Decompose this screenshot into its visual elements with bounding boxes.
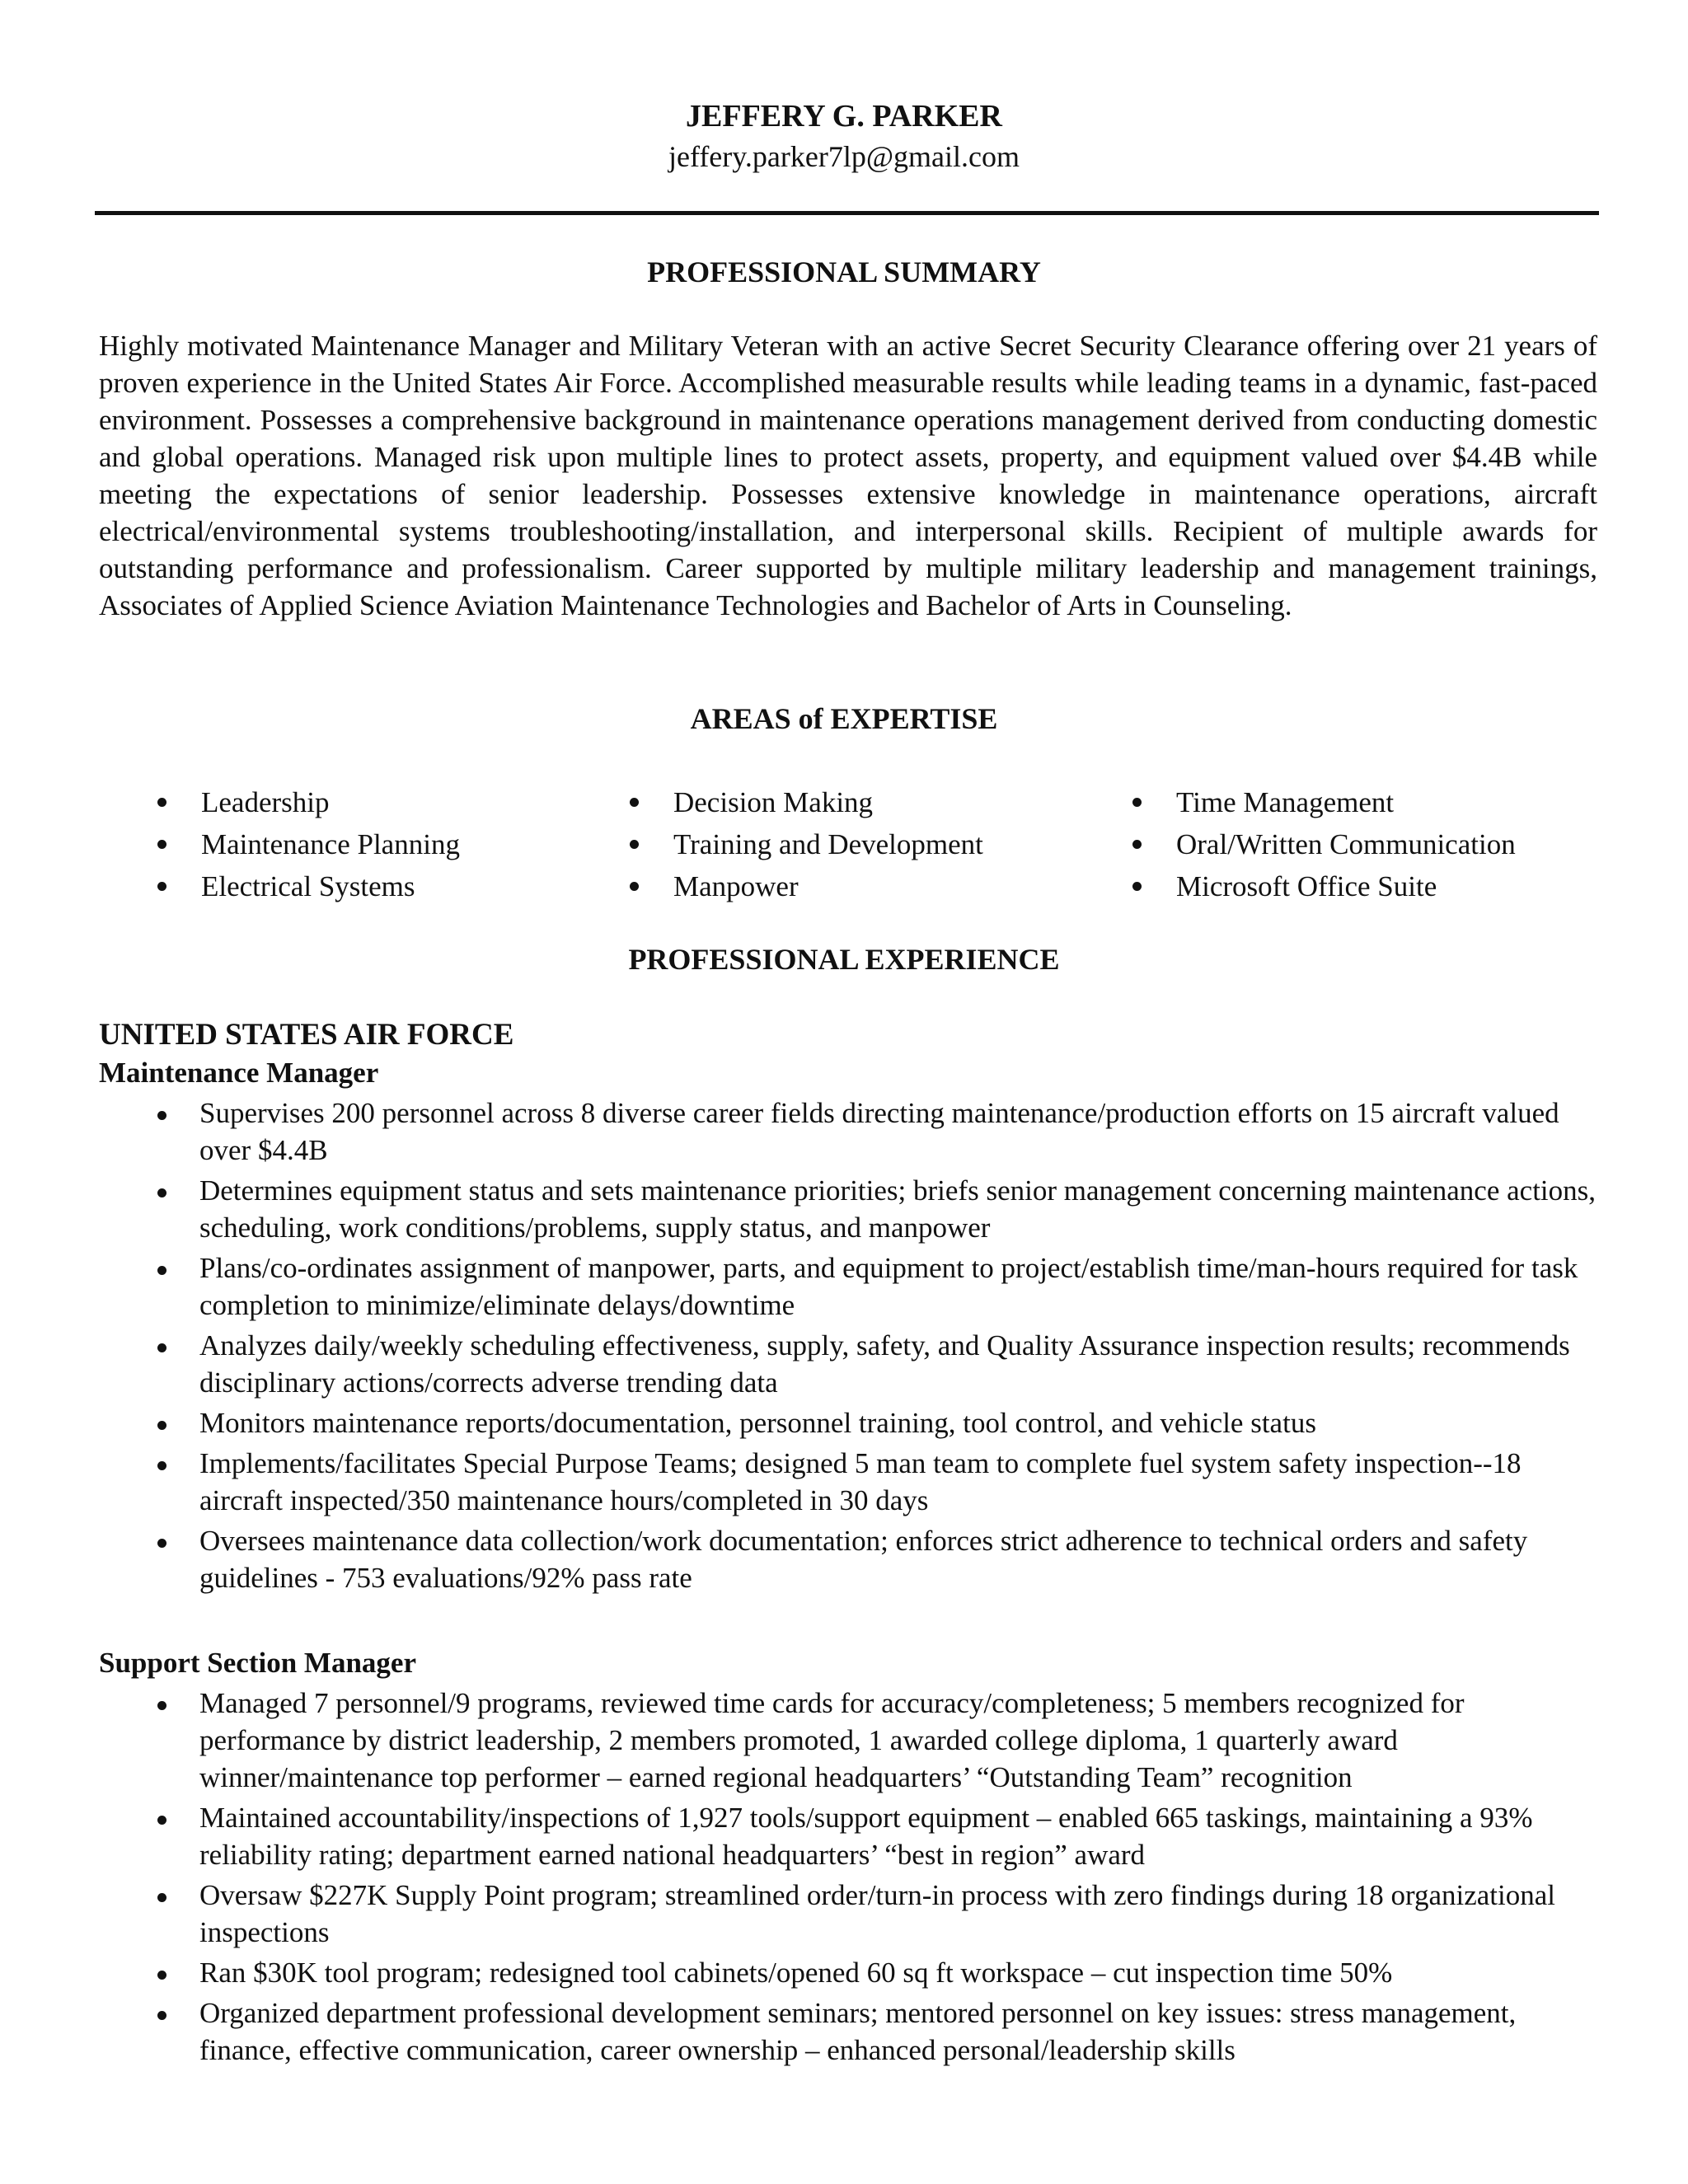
candidate-name: JEFFERY G. PARKER <box>686 99 1002 134</box>
expertise-column-1 <box>150 781 460 907</box>
expertise-label: Maintenance Planning <box>201 828 460 860</box>
bullet-text: Analyzes daily/weekly scheduling effectiveness, supply, safety, and Quality Assurance inspection results; recommends disciplinary actions/corrects adverse trending data <box>199 1329 1570 1399</box>
expertise-label: Manpower <box>673 870 799 902</box>
expertise-item <box>150 781 460 823</box>
list-item <box>150 1877 1599 1951</box>
expertise-item <box>1125 781 1516 823</box>
expertise-item <box>150 865 460 907</box>
bullet-text: Plans/co-ordinates assignment of manpower, parts, and equipment to project/establish time/man-hours required for task completion to minimize/eliminate delays/downtime <box>199 1252 1578 1321</box>
list-item <box>150 1799 1599 1873</box>
list-item <box>150 1327 1599 1401</box>
employer-name: UNITED STATES AIR FORCE <box>99 1018 514 1052</box>
expertise-label: Training and Development <box>673 828 983 860</box>
list-item <box>150 1522 1599 1596</box>
expertise-label: Microsoft Office Suite <box>1176 870 1437 902</box>
role-bullets <box>150 1094 1599 1600</box>
list-item <box>150 1685 1599 1796</box>
expertise-column-3 <box>1125 781 1516 907</box>
list-item <box>150 1172 1599 1246</box>
role-title: Maintenance Manager <box>99 1057 379 1089</box>
list-item <box>150 1249 1599 1324</box>
summary-heading: PROFESSIONAL SUMMARY <box>647 255 1041 288</box>
bullet-text: Ran $30K tool program; redesigned tool cabinets/opened 60 sq ft workspace – cut inspection time 50% <box>199 1957 1393 1989</box>
role-bullets <box>150 1685 1599 2072</box>
expertise-label: Electrical Systems <box>201 870 415 902</box>
bullet-text: Managed 7 personnel/9 programs, reviewed time cards for accuracy/completeness; 5 members recognized for performance by district leadership, 2 members promoted, 1 awarded college diploma, 1 quarterly award winner/maintenance top performer – earned regional headquarters’ “Outstanding Team” recognition <box>199 1687 1465 1793</box>
bullet-text: Oversees maintenance data collection/work documentation; enforces strict adherence to technical orders and safety guidelines - 753 evaluations/92% pass rate <box>199 1525 1528 1594</box>
bullet-text: Implements/facilitates Special Purpose Teams; designed 5 man team to complete fuel system safety inspection--18 aircraft inspected/350 maintenance hours/completed in 30 days <box>199 1447 1522 1516</box>
summary-text: Highly motivated Maintenance Manager and Military Veteran with an active Secret Security Clearance offering over 21 years of proven experience in the United States Air Force. Accomplished measurable results while leading teams in a dynamic, fast-paced environment. Possesses a comprehensive background in maintenance operations management derived from conducting domestic and global operations. Managed risk upon multiple lines to protect assets, property, and equipment valued over $4.4B while meeting the expectations of senior leadership. Possesses extensive knowledge in maintenance operations, aircraft electrical/environmental systems troubleshooting/installation, and interpersonal skills. Recipient of multiple awards for outstanding performance and professionalism. Career supported by multiple military leadership and management trainings, Associates of Applied Science Aviation Maintenance Technologies and Bachelor of Arts in Counseling. <box>99 330 1597 621</box>
experience-heading: PROFESSIONAL EXPERIENCE <box>628 943 1060 976</box>
list-item <box>150 1094 1599 1169</box>
expertise-column-2 <box>622 781 983 907</box>
resume-header <box>0 96 1688 176</box>
bullet-text: Maintained accountability/inspections of 1,927 tools/support equipment – enabled 665 taskings, maintaining a 93% reliability rating; department earned national headquarters’ “best in region” award <box>199 1802 1533 1871</box>
bullet-text: Oversaw $227K Supply Point program; streamlined order/turn-in process with zero findings during 18 organizational inspections <box>199 1879 1555 1948</box>
expertise-label: Oral/Written Communication <box>1176 828 1516 860</box>
list-item <box>150 1445 1599 1519</box>
list-item <box>150 1994 1599 2069</box>
list-item <box>150 1404 1599 1441</box>
expertise-label: Leadership <box>201 786 330 818</box>
expertise-item <box>622 865 983 907</box>
expertise-item <box>1125 865 1516 907</box>
expertise-item <box>1125 823 1516 865</box>
header-divider <box>95 211 1599 215</box>
expertise-heading: AREAS of EXPERTISE <box>690 702 998 735</box>
expertise-item <box>150 823 460 865</box>
role-title: Support Section Manager <box>99 1647 416 1679</box>
bullet-text: Determines equipment status and sets maintenance priorities; briefs senior management concerning maintenance actions, scheduling, work conditions/problems, supply status, and manpower <box>199 1174 1597 1244</box>
expertise-label: Decision Making <box>673 786 874 818</box>
list-item <box>150 1954 1599 1991</box>
expertise-item <box>622 781 983 823</box>
bullet-text: Supervises 200 personnel across 8 diverse career fields directing maintenance/production efforts on 15 aircraft valued over $4.4B <box>199 1097 1559 1166</box>
expertise-label: Time Management <box>1176 786 1395 818</box>
candidate-email[interactable]: jeffery.parker7lp@gmail.com <box>668 140 1020 173</box>
bullet-text: Monitors maintenance reports/documentation, personnel training, tool control, and vehicle status <box>199 1407 1316 1439</box>
expertise-item <box>622 823 983 865</box>
bullet-text: Organized department professional development seminars; mentored personnel on key issues: stress management, finance, effective communication, career ownership – enhanced personal/leadership skills <box>199 1997 1517 2066</box>
